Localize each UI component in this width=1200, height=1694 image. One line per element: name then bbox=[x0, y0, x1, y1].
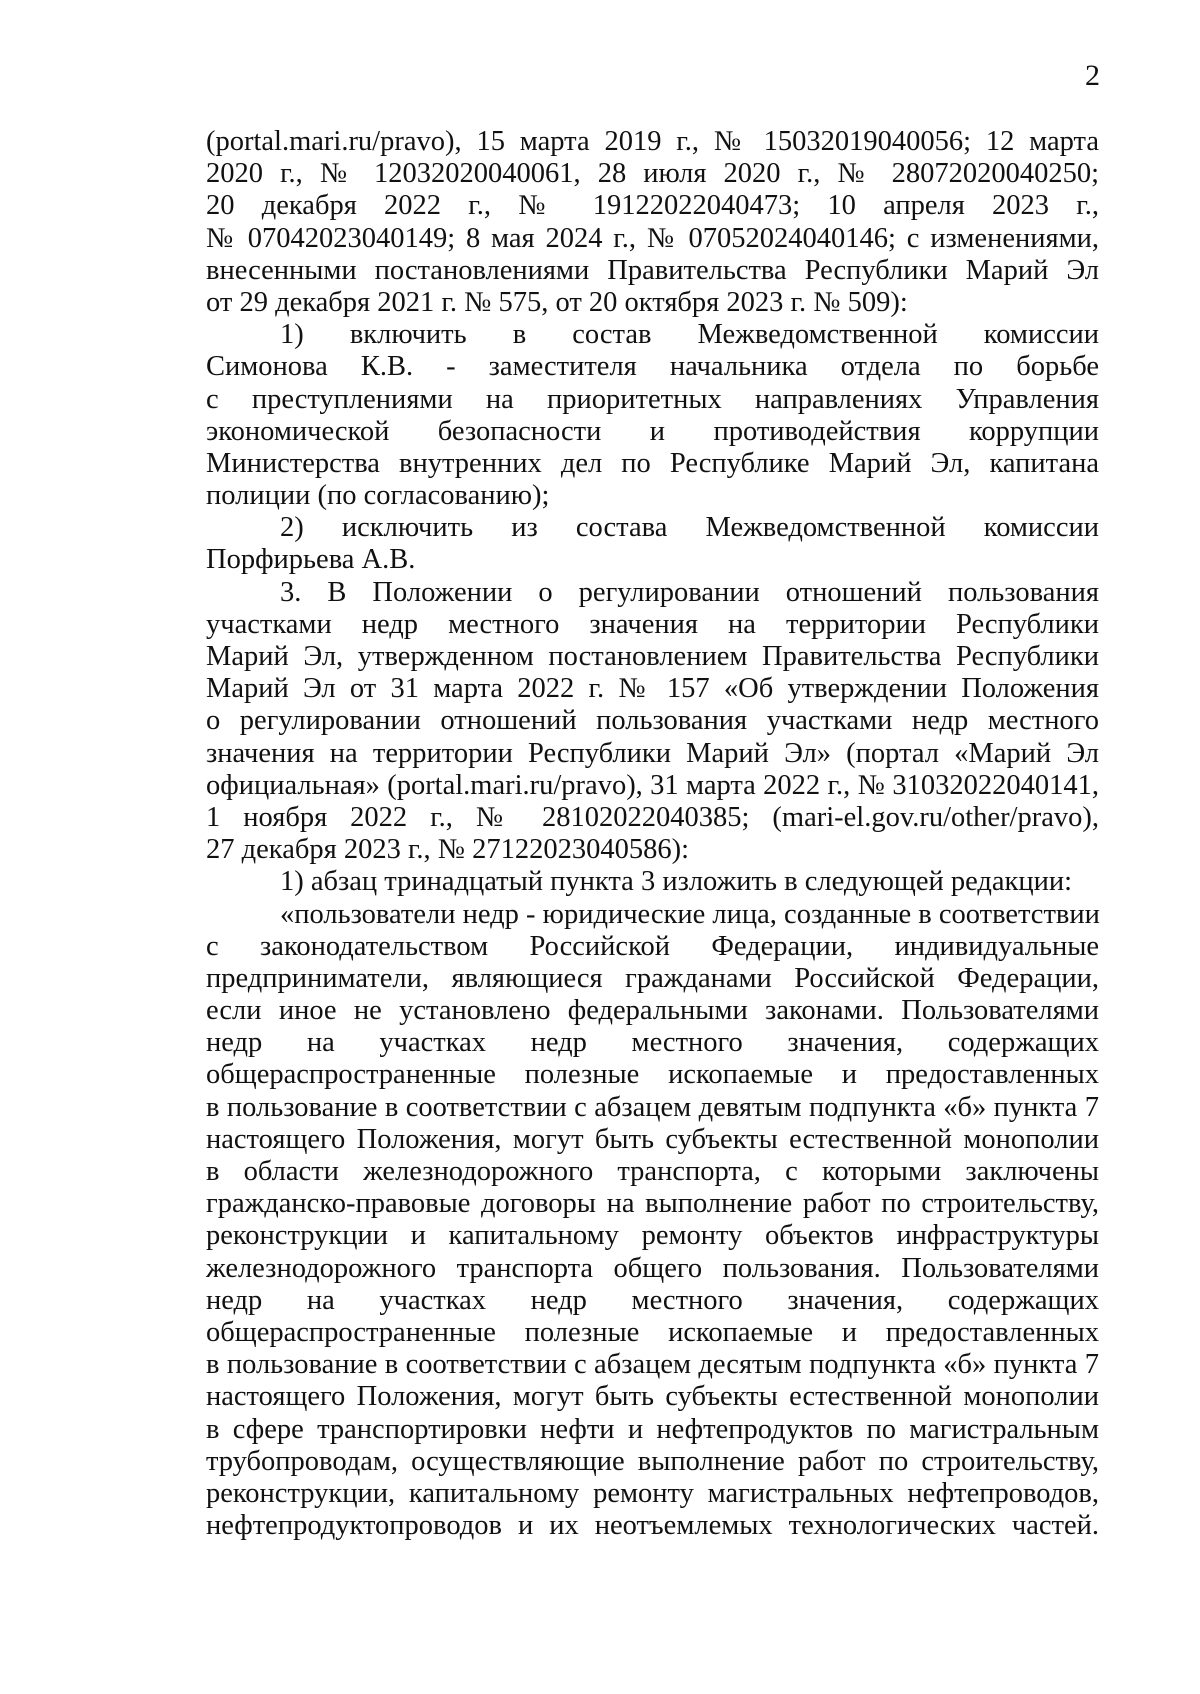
text-line: железнодорожного транспорта общего пользования. Пользователями bbox=[206, 1252, 1099, 1284]
text-line: реконструкции, капитальному ремонту магистральных нефтепроводов, bbox=[206, 1477, 1099, 1509]
text-line: Марий Эл, утвержденном постановлением Правительства Республики bbox=[206, 641, 1099, 672]
text-line: Министерства внутренних дел по Республике Марий Эл, капитана bbox=[206, 447, 1099, 479]
text-line: реконструкции и капитальному ремонту объектов инфраструктуры bbox=[206, 1220, 1099, 1252]
text-line: с преступлениями на приоритетных направлениях Управления bbox=[206, 383, 1099, 415]
text-line: официальная» (portal.mari.ru/pravo), 31 марта 2022 г., № 31032022040141, bbox=[206, 769, 1099, 801]
text-line: (portal.mari.ru/pravo), 15 марта 2019 г., № 15032019040056; 12 марта bbox=[206, 126, 1099, 157]
text-line: настоящего Положения, могут быть субъекты естественной монополии bbox=[206, 1123, 1099, 1155]
text-line: от 29 декабря 2021 г. № 575, от 20 октября 2023 г. № 509): bbox=[206, 286, 908, 318]
text-line: гражданско-правовые договоры на выполнение работ по строительству, bbox=[206, 1188, 1099, 1220]
text-line: недр на участках недр местного значения, содержащих bbox=[206, 1027, 1099, 1059]
text-line: 27 декабря 2023 г., № 27122023040586): bbox=[206, 834, 690, 866]
text-line: 2) исключить из состава Межведомственной комиссии bbox=[280, 512, 1099, 544]
text-line: участками недр местного значения на территории Республики bbox=[206, 608, 1099, 640]
text-line: экономической безопасности и противодействия коррупции bbox=[206, 415, 1099, 447]
text-line: с законодательством Российской Федерации, индивидуальные bbox=[206, 930, 1099, 962]
text-line: «пользователи недр - юридические лица, созданные в соответствии bbox=[280, 898, 1100, 930]
text-line: 2020 г., № 12032020040061, 28 июля 2020 г., № 28072020040250; bbox=[206, 158, 1099, 190]
text-line: настоящего Положения, могут быть субъекты естественной монополии bbox=[206, 1381, 1099, 1413]
text-line: предприниматели, являющиеся гражданами Российской Федерации, bbox=[206, 962, 1099, 994]
text-line: 3. В Положении о регулировании отношений пользования bbox=[280, 576, 1099, 608]
text-line: Марий Эл от 31 марта 2022 г. № 157 «Об утверждении Положения bbox=[206, 673, 1099, 705]
text-line: значения на территории Республики Марий Эл» (портал «Марий Эл bbox=[206, 737, 1099, 769]
text-line: 20 декабря 2022 г., № 19122022040473; 10 апреля 2023 г., bbox=[206, 190, 1099, 222]
text-line: общераспространенные полезные ископаемые и предоставленных bbox=[206, 1059, 1099, 1091]
text-line: № 07042023040149; 8 мая 2024 г., № 07052024040146; с изменениями, bbox=[206, 222, 1099, 254]
text-line: 1) абзац тринадцатый пункта 3 изложить в следующей редакции: bbox=[280, 866, 1073, 898]
page-number: 2 bbox=[1085, 59, 1100, 92]
text-line: в пользование в соответствии с абзацем десятым подпункта «б» пункта 7 bbox=[206, 1349, 1099, 1381]
text-line: в сфере транспортировки нефти и нефтепродуктов по магистральным bbox=[206, 1413, 1099, 1445]
text-line: Симонова К.В. - заместителя начальника отдела по борьбе bbox=[206, 351, 1099, 383]
text-line: нефтепродуктопроводов и их неотъемлемых технологических частей. bbox=[206, 1510, 1099, 1542]
text-line: в пользование в соответствии с абзацем девятым подпункта «б» пункта 7 bbox=[206, 1091, 1099, 1123]
text-line: полиции (по согласованию); bbox=[206, 480, 550, 512]
text-line: если иное не установлено федеральными законами. Пользователями bbox=[206, 995, 1099, 1027]
text-line: 1 ноября 2022 г., № 28102022040385; (mari-el.gov.ru/other/pravo), bbox=[206, 801, 1099, 833]
text-line: 1) включить в состав Межведомственной комиссии bbox=[280, 319, 1099, 351]
text-line: внесенными постановлениями Правительства Республики Марий Эл bbox=[206, 254, 1099, 286]
text-line: трубопроводам, осуществляющие выполнение работ по строительству, bbox=[206, 1445, 1099, 1477]
text-line: общераспространенные полезные ископаемые и предоставленных bbox=[206, 1316, 1099, 1348]
document-body bbox=[206, 126, 1099, 1542]
text-line: о регулировании отношений пользования участками недр местного bbox=[206, 705, 1099, 737]
text-line: Порфирьева А.В. bbox=[206, 544, 416, 576]
text-line: недр на участках недр местного значения, содержащих bbox=[206, 1284, 1099, 1316]
text-line: в области железнодорожного транспорта, с которыми заключены bbox=[206, 1156, 1099, 1187]
